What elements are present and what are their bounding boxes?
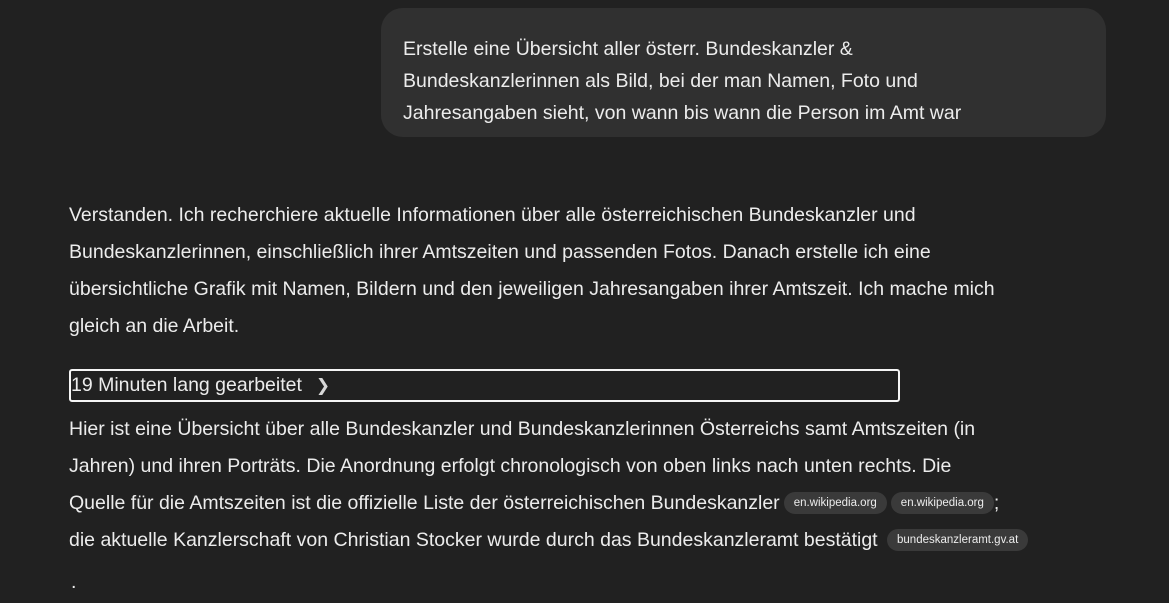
assistant-text-line: Jahren) und ihren Porträts. Die Anordnung erfolgt chronologisch von oben links nach unten rechts. Die [69,455,952,477]
assistant-text-segment: Quelle für die Amtszeiten ist die offizielle Liste der österreichischen Bundeskanzler [69,492,780,514]
citation-chip-bundeskanzleramt[interactable]: bundeskanzleramt.gv.at [887,529,1028,551]
assistant-intro-message [69,197,1109,345]
user-message-bubble [381,8,1106,137]
worked-duration-label: 19 Minuten lang gearbeitet [71,374,302,396]
user-message-line: Erstelle eine Übersicht aller österr. Bundeskanzler & [403,38,853,60]
assistant-text-line: Hier ist eine Übersicht über alle Bundeskanzler und Bundeskanzlerinnen Österreichs samt Amtszeiten (in [69,418,976,440]
assistant-summary-message [69,411,1109,559]
chevron-right-icon: ❯ [315,376,331,395]
assistant-text-line: übersichtliche Grafik mit Namen, Bildern und den jeweiligen Jahresangaben ihrer Amtszeit. Ich mache mich [69,278,995,300]
assistant-text-segment: ; [993,492,1000,514]
assistant-text-line [69,485,1109,522]
assistant-text-line: Bundeskanzlerinnen, einschließlich ihrer Amtszeiten und passenden Fotos. Danach erstelle ich eine [69,241,931,263]
citation-chip-wikipedia-1[interactable]: en.wikipedia.org [784,492,887,514]
user-message-line: Bundeskanzlerinnen als Bild, bei der man Namen, Foto und [403,70,918,92]
assistant-text-segment: die aktuelle Kanzlerschaft von Christian Stocker wurde durch das Bundeskanzleramt bestätigt [69,529,878,551]
citation-chip-wikipedia-2[interactable]: en.wikipedia.org [891,492,994,514]
assistant-text-trailing-period: . [71,571,77,593]
assistant-text-line [69,522,1109,559]
user-message-line: Jahresangaben sieht, von wann bis wann die Person im Amt war [403,102,962,124]
worked-duration-toggle[interactable] [69,369,900,402]
assistant-text-line: gleich an die Arbeit. [69,315,240,337]
assistant-text-line: Verstanden. Ich recherchiere aktuelle Informationen über alle österreichischen Bundeskanzler und [69,204,916,226]
